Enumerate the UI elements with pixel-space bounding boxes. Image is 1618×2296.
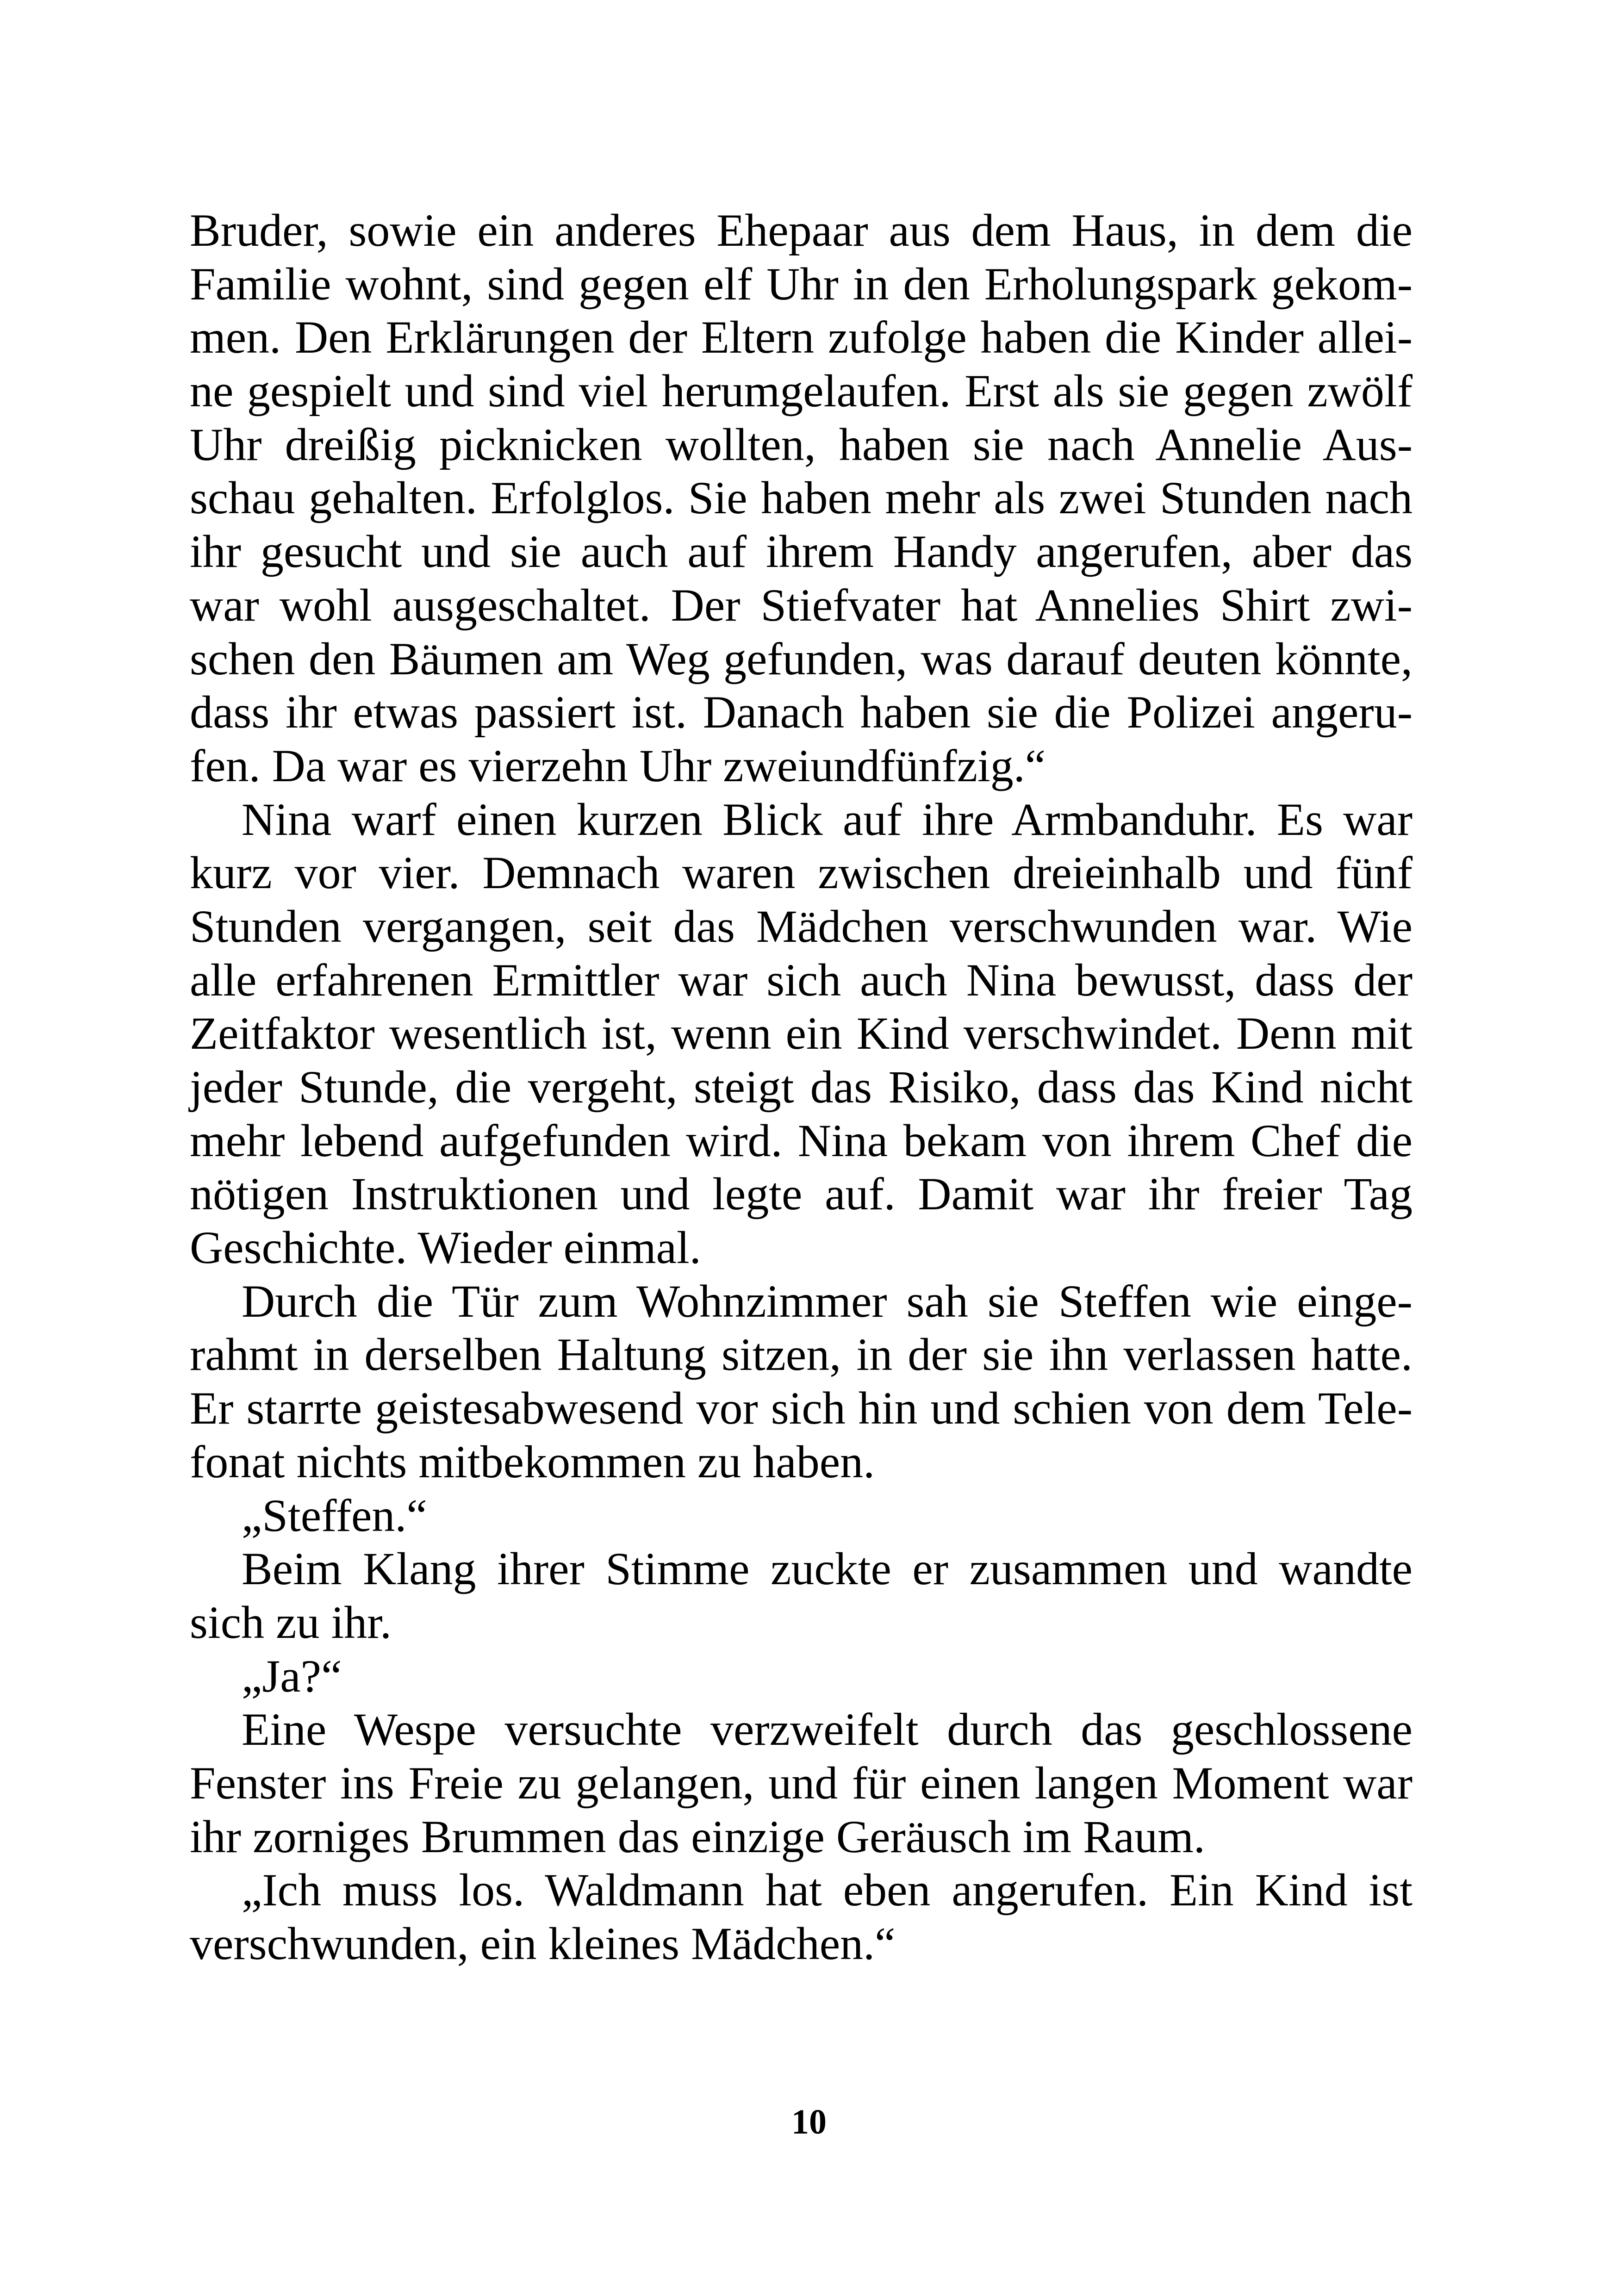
text-line: war wohl ausgeschaltet. Der Stiefvater hat Annelies Shirt zwi-: [190, 579, 1413, 631]
text-line: dass ihr etwas passiert ist. Danach haben sie die Polizei angeru-: [190, 686, 1413, 738]
text-line: schau gehalten. Erfolglos. Sie haben mehr als zwei Stunden nach: [190, 472, 1413, 524]
paragraph-last-line: verschwunden, ein kleines Mädchen.“: [190, 1918, 896, 1969]
text-line: mehr lebend aufgefunden wird. Nina bekam von ihrem Chef die: [190, 1114, 1413, 1166]
text-line: Fenster ins Freie zu gelangen, und für einen langen Moment war: [190, 1757, 1413, 1809]
text-line: ne gespielt und sind viel herumgelaufen. Erst als sie gegen zwölf: [190, 365, 1413, 417]
text-line: rahmt in derselben Haltung sitzen, in der sie ihn verlassen hatte.: [190, 1329, 1413, 1381]
text-line: Stunden vergangen, seit das Mädchen verschwunden war. Wie: [190, 900, 1413, 952]
paragraph-last-line: sich zu ihr.: [190, 1596, 392, 1648]
book-page-text: [190, 204, 1413, 1971]
paragraph-first-line: Beim Klang ihrer Stimme zuckte er zusammen und wandte: [242, 1543, 1413, 1595]
text-line: alle erfahrenen Ermittler war sich auch Nina bewusst, dass der: [190, 954, 1413, 1006]
dialogue-line: „Steffen.“: [242, 1489, 427, 1541]
text-line: men. Den Erklärungen der Eltern zufolge haben die Kinder allei-: [190, 311, 1413, 363]
text-line: ihr gesucht und sie auch auf ihrem Handy angerufen, aber das: [190, 526, 1413, 578]
text-line: schen den Bäumen am Weg gefunden, was darauf deuten könnte,: [190, 633, 1413, 684]
paragraph-first-line: Nina warf einen kurzen Blick auf ihre Armbanduhr. Es war: [242, 793, 1413, 845]
text-line: jeder Stunde, die vergeht, steigt das Risiko, dass das Kind nicht: [190, 1061, 1413, 1113]
paragraph-last-line: Geschichte. Wieder einmal.: [190, 1222, 701, 1274]
page-number: 10: [791, 2103, 827, 2141]
text-line: Familie wohnt, sind gegen elf Uhr in den Erholungspark gekom-: [190, 258, 1413, 310]
paragraph-first-line: Durch die Tür zum Wohnzimmer sah sie Steffen wie einge-: [242, 1275, 1413, 1327]
paragraph-last-line: fonat nichts mitbekommen zu haben.: [190, 1436, 875, 1487]
text-line: Zeitfaktor wesentlich ist, wenn ein Kind verschwindet. Denn mit: [190, 1008, 1413, 1059]
paragraph-first-line: Eine Wespe versuchte verzweifelt durch das geschlossene: [242, 1704, 1413, 1755]
dialogue-line: „Ja?“: [242, 1650, 342, 1702]
text-line: Er starrte geistesabwesend vor sich hin und schien von dem Tele-: [190, 1382, 1413, 1434]
paragraph-last-line: ihr zorniges Brummen das einzige Geräusch im Raum.: [190, 1811, 1205, 1862]
text-line: Uhr dreißig picknicken wollten, haben sie nach Annelie Aus-: [190, 418, 1413, 470]
paragraph-first-line: „Ich muss los. Waldmann hat eben angerufen. Ein Kind ist: [242, 1864, 1413, 1916]
text-line: Bruder, sowie ein anderes Ehepaar aus dem Haus, in dem die: [190, 205, 1413, 256]
paragraph-last-line: fen. Da war es vierzehn Uhr zweiundfünfzig.“: [190, 740, 1046, 791]
text-line: kurz vor vier. Demnach waren zwischen dreieinhalb und fünf: [190, 847, 1413, 899]
text-line: nötigen Instruktionen und legte auf. Damit war ihr freier Tag: [190, 1168, 1413, 1220]
